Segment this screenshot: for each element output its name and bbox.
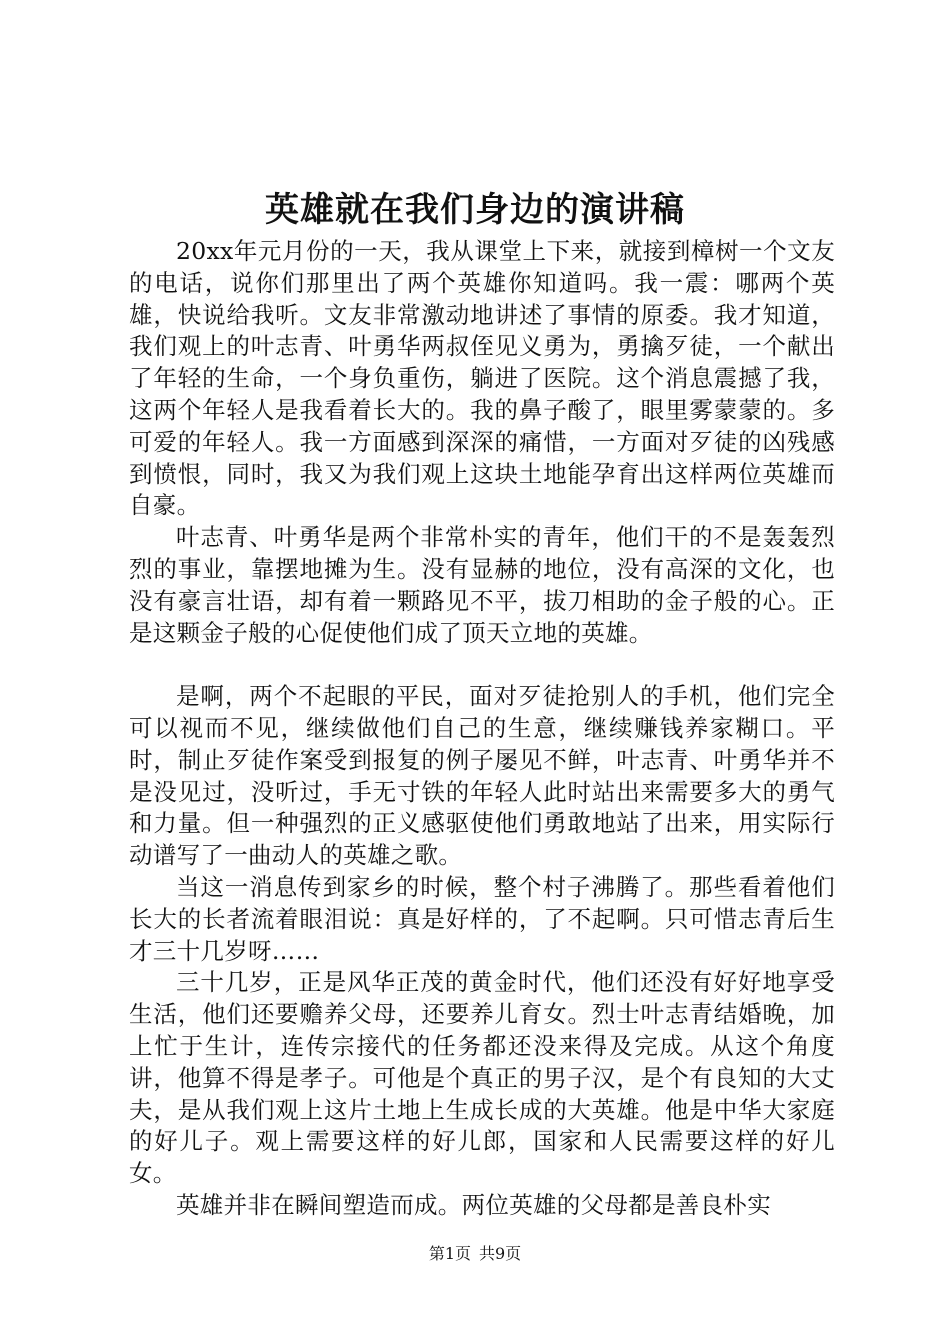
document-body [129,236,835,1222]
paragraph: 三十几岁，正是风华正茂的黄金时代，他们还没有好好地享受生活，他们还要赡养父母，还要养儿育女。烈士叶志青结婚晚，加上忙于生计，连传宗接代的任务都还没来得及完成。从这个角度讲，他算不得是孝子。可他是个真正的男子汉，是个有良知的大丈夫，是从我们观上这片土地上生成长成的大英雄。他是中华大家庭的好儿子。观上需要这样的好儿郎，国家和人民需要这样的好儿女。 [129,968,835,1188]
page-number: 第1页 [428,1244,471,1263]
page-footer [0,1243,950,1265]
document-title: 英雄就在我们身边的演讲稿 [265,190,685,230]
page-total: 共9页 [479,1244,522,1263]
paragraph: 当这一消息传到家乡的时候，整个村子沸腾了。那些看着他们长大的长者流着眼泪说：真是好样的，了不起啊。只可惜志青后生才三十几岁呀…… [129,872,835,965]
paragraph: 20xx年元月份的一天，我从课堂上下来，就接到樟树一个文友的电话，说你们那里出了两个英雄你知道吗。我一震：哪两个英雄，快说给我听。文友非常激动地讲述了事情的原委。我才知道，我们观上的叶志青、叶勇华两叔侄见义勇为，勇擒歹徒，一个献出了年轻的生命，一个身负重伤，躺进了医院。这个消息震撼了我，这两个年轻人是我看着长大的。我的鼻子酸了，眼里雾蒙蒙的。多可爱的年轻人。我一方面感到深深的痛惜，一方面对歹徒的凶残感到愤恨，同时，我又为我们观上这块土地能孕育出这样两位英雄而自豪。 [129,237,835,520]
paragraph: 叶志青、叶勇华是两个非常朴实的青年，他们干的不是轰轰烈烈的事业，靠摆地摊为生。没有显赫的地位，没有高深的文化，也没有豪言壮语，却有着一颗路见不平，拔刀相助的金子般的心。正是这颗金子般的心促使他们成了顶天立地的英雄。 [129,523,835,647]
paragraph: 英雄并非在瞬间塑造而成。两位英雄的父母都是善良朴实 [176,1190,771,1219]
paragraph: 是啊，两个不起眼的平民，面对歹徒抢别人的手机，他们完全可以视而不见，继续做他们自己的生意，继续赚钱养家糊口。平时，制止歹徒作案受到报复的例子屡见不鲜，叶志青、叶勇华并不是没见过，没听过，手无寸铁的年轻人此时站出来需要多大的勇气和力量。但一种强烈的正义感驱使他们勇敢地站了出来，用实际行动谱写了一曲动人的英雄之歌。 [129,682,835,870]
